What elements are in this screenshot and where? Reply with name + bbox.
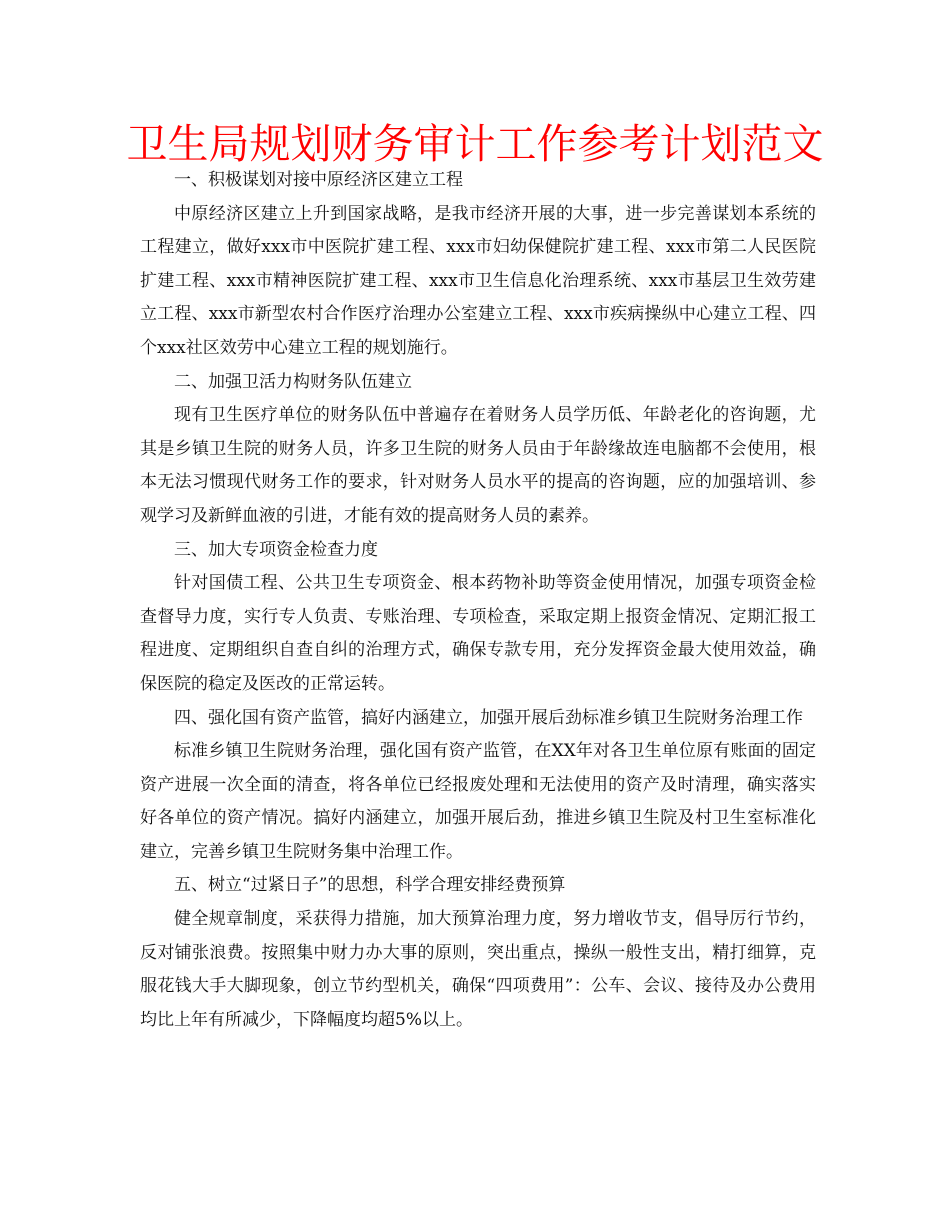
section-heading-1: 一、积极谋划对接中原经济区建立工程	[174, 170, 463, 190]
section-heading-3: 三、加大专项资金检查力度	[174, 539, 378, 560]
section-paragraph-1: 中原经济区建立上升到国家战略，是我市经济开展的大事，进一步完善谋划本系统的工程建立，做好xxx市中医院扩建工程、xxx市妇幼保健院扩建工程、xxx市第二人民医院扩建工程、xxx市精神医院扩建工程、xxx市卫生信息化治理系统、xxx市基层卫生效劳建立工程、xxx市新型农村合作医疗治理办公室建立工程、xxx市疾病操纵中心建立工程、四个xxx社区效劳中心建立工程的规划施行。	[140, 203, 816, 358]
document-title: 卫生局规划财务审计工作参考计划范文	[126, 120, 824, 168]
section-paragraph-5: 健全规章制度，采获得力措施，加大预算治理力度，努力增收节支，倡导厉行节约，反对铺张浪费。按照集中财力办大事的原则，突出重点，操纵一般性支出，精打细算，克服花钱大手大脚现象，创立节约型机关，确保“四项费用”：公车、会议、接待及办公费用均比上年有所减少，下降幅度均超5%以上。	[140, 909, 816, 1030]
section-heading-5: 五、树立“过紧日子”的思想，科学合理安排经费预算	[174, 875, 566, 896]
document-body	[140, 164, 816, 1037]
section-heading-4: 四、强化国有资产监管，搞好内涵建立，加强开展后劲标准乡镇卫生院财务治理工作	[174, 707, 803, 728]
section-paragraph-4: 标准乡镇卫生院财务治理，强化国有资产监管，在XX年对各卫生单位原有账面的固定资产进展一次全面的清查，将各单位已经报废处理和无法使用的资产及时清理，确实落实好各单位的资产情况。搞好内涵建立，加强开展后劲，推进乡镇卫生院及村卫生室标准化建立，完善乡镇卫生院财务集中治理工作。	[140, 741, 816, 862]
section-paragraph-3: 针对国债工程、公共卫生专项资金、根本药物补助等资金使用情况，加强专项资金检查督导力度，实行专人负责、专账治理、专项检查，采取定期上报资金情况、定期汇报工程进度、定期组织自查自纠的治理方式，确保专款专用，充分发挥资金最大使用效益，确保医院的稳定及医改的正常运转。	[140, 573, 816, 694]
section-paragraph-2: 现有卫生医疗单位的财务队伍中普遍存在着财务人员学历低、年龄老化的咨询题，尤其是乡镇卫生院的财务人员，许多卫生院的财务人员由于年龄缘故连电脑都不会使用，根本无法习惯现代财务工作的要求，针对财务人员水平的提高的咨询题，应的加强培训、参观学习及新鲜血液的引进，才能有效的提高财务人员的素养。	[140, 405, 816, 526]
section-heading-2: 二、加强卫活力构财务队伍建立	[174, 371, 412, 392]
